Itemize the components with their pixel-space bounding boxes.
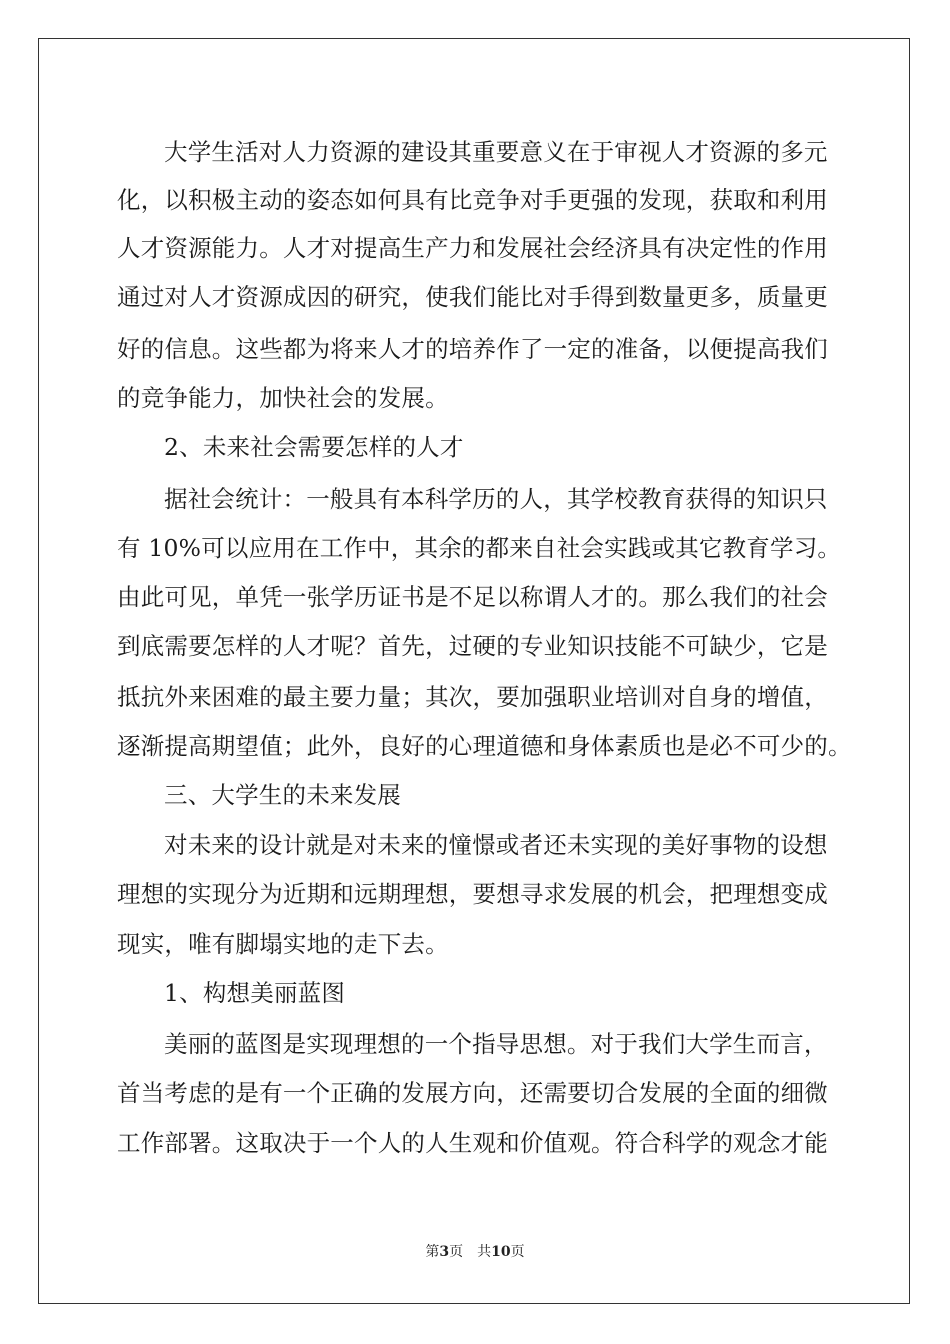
paragraph-line: 首当考虑的是有一个正确的发展方向，还需要切合发展的全面的细微 [117,1079,828,1107]
paragraph-line: 由此可见，单凭一张学历证书是不足以称谓人才的。那么我们的社会 [117,583,828,611]
current-page-number: 3 [439,1244,450,1260]
paragraph-line: 对未来的设计就是对未来的憧憬或者还未实现的美好事物的设想 [164,831,828,859]
section-heading: 三、大学生的未来发展 [164,781,401,809]
paragraph-line: 化，以积极主动的姿态如何具有比竞争对手更强的发现，获取和利用 [117,186,828,214]
paragraph-line: 逐渐提高期望值；此外，良好的心理道德和身体素质也是必不可少的。 [117,732,852,760]
paragraph-line: 工作部署。这取决于一个人的人生观和价值观。符合科学的观念才能 [117,1129,828,1157]
paragraph-line: 的竞争能力，加快社会的发展。 [117,384,449,412]
section-heading: 2、未来社会需要怎样的人才 [164,433,464,461]
paragraph-line: 理想的实现分为近期和远期理想，要想寻求发展的机会，把理想变成 [117,880,828,908]
paragraph-line: 有 10%可以应用在工作中，其余的都来自社会实践或其它教育学习。 [117,534,842,562]
paragraph-line: 好的信息。这些都为将来人才的培养作了一定的准备，以便提高我们 [117,335,828,363]
paragraph-line: 人才资源能力。人才对提高生产力和发展社会经济具有决定性的作用 [117,234,828,262]
paragraph-line: 美丽的蓝图是实现理想的一个指导思想。对于我们大学生而言， [164,1030,828,1058]
total-suffix: 页 [510,1244,525,1260]
paragraph-line: 现实，唯有脚塌实地的走下去。 [117,930,449,958]
section-heading: 1、构想美丽蓝图 [164,979,346,1007]
paragraph-line: 据社会统计：一般具有本科学历的人，其学校教育获得的知识只 [164,485,828,513]
paragraph-line: 抵抗外来困难的最主要力量；其次，要加强职业培训对自身的增值， [117,683,828,711]
paragraph-line: 大学生活对人力资源的建设其重要意义在于审视人才资源的多元 [164,138,828,166]
page-border [38,38,910,1304]
page-suffix: 页 [449,1244,464,1260]
paragraph-line: 通过对人才资源成因的研究，使我们能比对手得到数量更多，质量更 [117,283,828,311]
total-pages-number: 10 [491,1244,511,1260]
paragraph-line: 到底需要怎样的人才呢？首先，过硬的专业知识技能不可缺少，它是 [117,632,828,660]
page-prefix: 第 [425,1244,440,1260]
page-footer [0,1243,950,1261]
total-prefix: 共 [477,1244,492,1260]
